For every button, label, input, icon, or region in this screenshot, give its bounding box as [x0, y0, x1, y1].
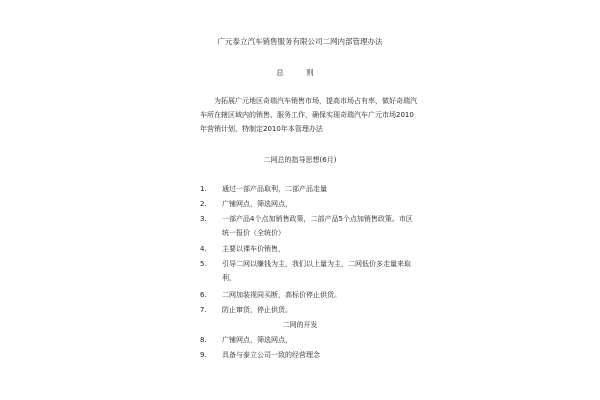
- list-item-text: 一部产品4个点加销售政策，二部产品5个点加销售政策。市区统一报价（全统价）: [222, 215, 413, 237]
- list-item-text: 二网加装视同买断，高标价停止供货。: [222, 291, 341, 299]
- list-item-text: 广铺网点，筛选网点，: [222, 200, 292, 208]
- intro-paragraph: 为拓展广元地区奇瑞汽车销售市场，提高市场占有率，做好奇瑞汽车所在辖区域内的销售、服务工作，确保实现奇瑞汽车广元市场2010年营销计划，特制定2010年本管理办法: [200, 97, 417, 133]
- list-item-number: 7.: [200, 306, 207, 314]
- list-item-number: 3.: [200, 215, 207, 223]
- list-item-number: 2.: [200, 200, 207, 208]
- section-heading-guiding-ideas: 二网总的指导思想(6月): [263, 156, 337, 164]
- list-item-number: 8.: [200, 336, 207, 344]
- list-item-number: 4.: [200, 245, 207, 253]
- list-item-number: 1.: [200, 185, 207, 193]
- list-item-number: 6.: [200, 291, 207, 299]
- list-item-number: 9.: [200, 351, 207, 359]
- section-heading-general: 总 则: [276, 68, 324, 77]
- list-item-text: 主要以裸车价销售，: [222, 245, 285, 253]
- list-item-text: 广铺网点，筛选网点，: [222, 336, 292, 344]
- document-title: 广元泰立汽车销售服务有限公司二网内部管理办法: [217, 37, 383, 46]
- section-heading-development: 二网的开发: [282, 321, 318, 329]
- list-item-text: 通过一部产品取利，二部产品走量: [222, 185, 327, 193]
- list-item-number: 5.: [200, 260, 207, 268]
- list-item-text: 具备与泰立公司一致的经营理念: [222, 351, 320, 359]
- list-item-text: 引导二网以赚钱为主，我们以上量为主，二网低价多走量来取利，: [222, 260, 411, 282]
- list-item-text: 防止窜货，停止供货。: [222, 306, 292, 314]
